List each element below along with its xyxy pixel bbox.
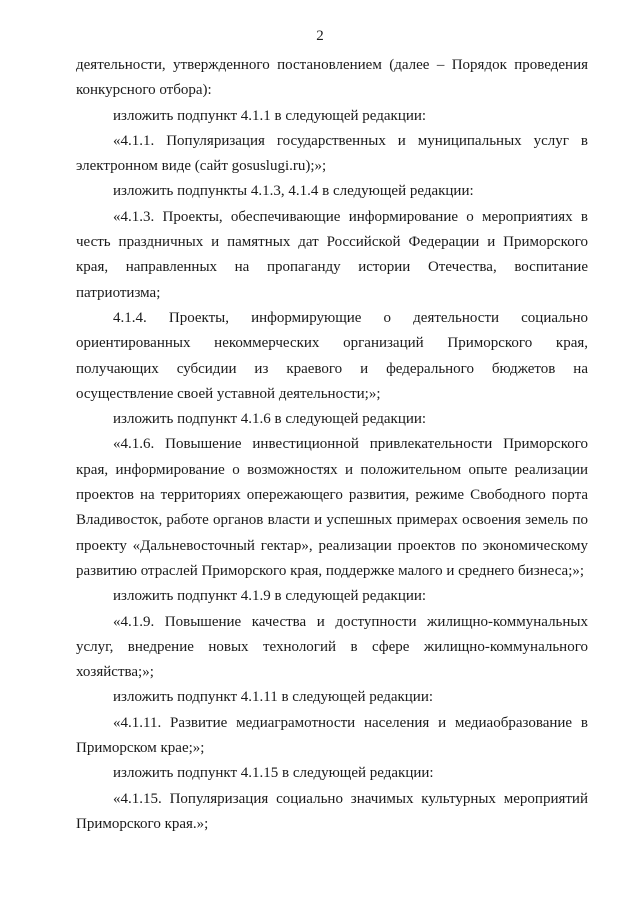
page-number: 2 xyxy=(316,28,324,44)
paragraph: «4.1.3. Проекты, обеспечивающие информирование о мероприятиях в честь праздничных и памятных дат Российской Федерации и Приморского края, направленных на пропаганду истории Отечества, воспитание патриотизма; xyxy=(76,208,588,301)
paragraph: изложить подпункты 4.1.3, 4.1.4 в следующей редакции: xyxy=(113,183,474,200)
paragraph: деятельности, утвержденного постановлением (далее – Порядок проведения конкурсного отбора): xyxy=(76,57,588,99)
paragraph: изложить подпункт 4.1.6 в следующей редакции: xyxy=(113,411,427,428)
paragraph: 4.1.4. Проекты, информирующие о деятельности социально ориентированных некоммерческих организаций Приморского края, получающих субсидии из краевого и федерального бюджетов на осуществление своей уставной деятельности;»; xyxy=(76,309,588,402)
paragraph: изложить подпункт 4.1.9 в следующей редакции: xyxy=(113,588,427,605)
paragraph: изложить подпункт 4.1.11 в следующей редакции: xyxy=(113,689,434,706)
paragraph: изложить подпункт 4.1.1 в следующей редакции: xyxy=(113,107,427,124)
paragraph: «4.1.11. Развитие медиаграмотности населения и медиаобразование в Приморском крае;»; xyxy=(76,714,588,757)
paragraph: изложить подпункт 4.1.15 в следующей редакции: xyxy=(113,765,434,782)
paragraph: «4.1.6. Повышение инвестиционной привлекательности Приморского края, информирование о возможностях и положительном опыте реализации проектов на территориях опережающего развития, режиме Свободного порта Владивосток, работе органов власти и успешных примерах освоения земель по проекту «Дальневосточный гектар», реализации проектов по экономическому развитию отраслей Приморского края, поддержке малого и среднего бизнеса;»; xyxy=(76,436,588,579)
paragraph: «4.1.15. Популяризация социально значимых культурных мероприятий Приморского края.»; xyxy=(76,790,588,832)
paragraph: «4.1.1. Популяризация государственных и муниципальных услуг в электронном виде (сайт gosuslugi.ru);»; xyxy=(76,132,588,175)
paragraph: «4.1.9. Повышение качества и доступности жилищно-коммунальных услуг, внедрение новых технологий в сфере жилищно-коммунального хозяйства;»; xyxy=(76,613,588,681)
document-body xyxy=(76,53,588,837)
